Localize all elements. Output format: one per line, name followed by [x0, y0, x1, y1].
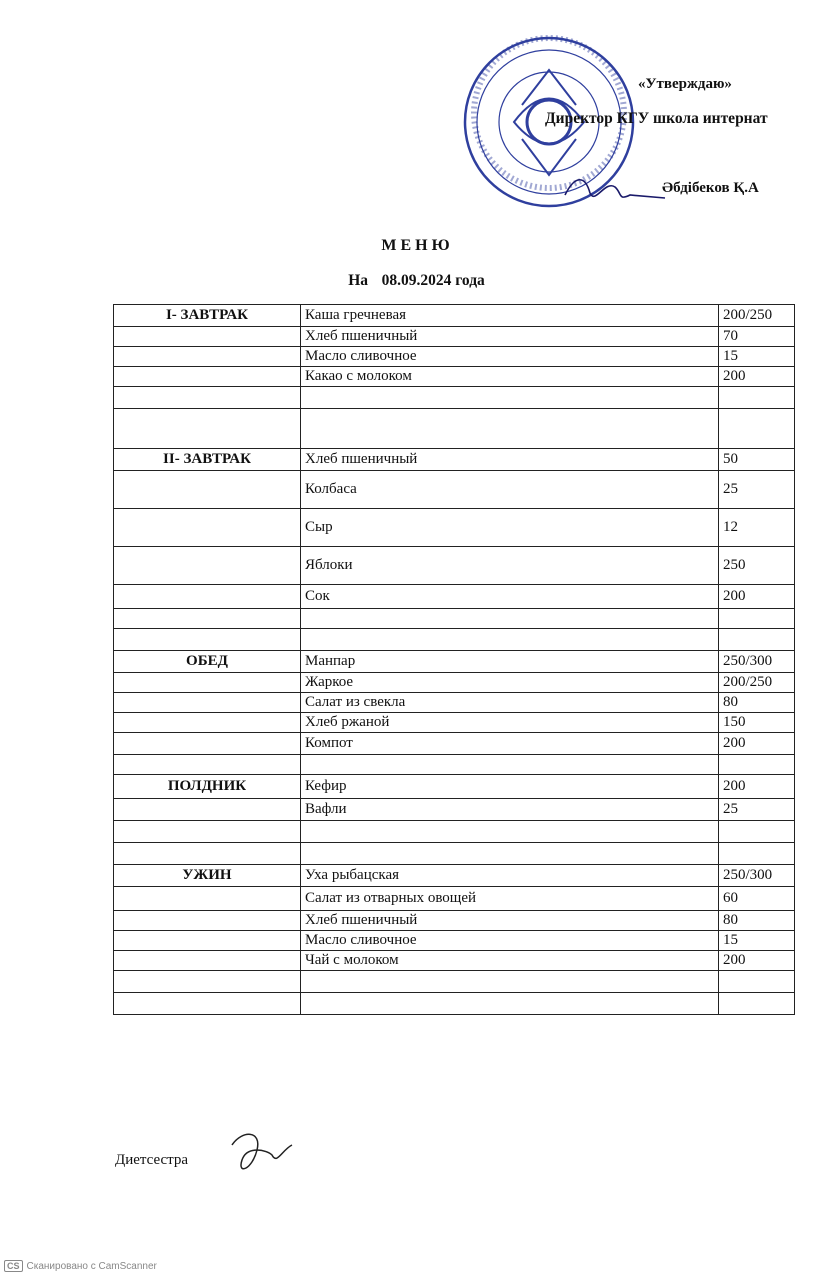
dish-cell: Масло сливочное: [301, 347, 719, 367]
director-title: Директор КГУ школа интернат: [545, 110, 768, 127]
table-row: [114, 305, 795, 327]
table-row: [114, 693, 795, 713]
dish-cell: [301, 993, 719, 1015]
meal-cell: [114, 387, 301, 409]
amount-cell: 70: [719, 327, 795, 347]
table-row: [114, 585, 795, 609]
director-signature: [560, 165, 670, 210]
dish-cell: Масло сливочное: [301, 931, 719, 951]
table-row: [114, 327, 795, 347]
meal-cell: [114, 821, 301, 843]
amount-cell: 200: [719, 951, 795, 971]
meal-cell: [114, 931, 301, 951]
amount-cell: [719, 409, 795, 449]
scanner-text: Сканировано с CamScanner: [26, 1260, 157, 1272]
dish-cell: Салат из отварных овощей: [301, 887, 719, 911]
menu-date: 08.09.2024 года: [381, 272, 485, 289]
amount-cell: [719, 821, 795, 843]
amount-cell: [719, 755, 795, 775]
dish-cell: [301, 755, 719, 775]
table-row: [114, 799, 795, 821]
dish-cell: Каша гречневая: [301, 305, 719, 327]
amount-cell: 25: [719, 799, 795, 821]
date-prefix: На: [348, 272, 368, 289]
amount-cell: 12: [719, 509, 795, 547]
amount-cell: 250/300: [719, 865, 795, 887]
amount-cell: 60: [719, 887, 795, 911]
dietitian-signature: [222, 1125, 302, 1185]
table-row: [114, 449, 795, 471]
amount-cell: 80: [719, 693, 795, 713]
amount-cell: 15: [719, 931, 795, 951]
table-row: [114, 865, 795, 887]
meal-cell: [114, 971, 301, 993]
dish-cell: Хлеб ржаной: [301, 713, 719, 733]
table-row: [114, 713, 795, 733]
dish-cell: Хлеб пшеничный: [301, 449, 719, 471]
meal-cell: [114, 409, 301, 449]
amount-cell: 250: [719, 547, 795, 585]
meal-cell: УЖИН: [114, 865, 301, 887]
meal-cell: [114, 843, 301, 865]
amount-cell: [719, 387, 795, 409]
amount-cell: 200: [719, 367, 795, 387]
table-row: [114, 951, 795, 971]
approval-label: «Утверждаю»: [638, 76, 732, 92]
meal-cell: [114, 911, 301, 931]
dish-cell: Колбаса: [301, 471, 719, 509]
table-row: [114, 971, 795, 993]
amount-cell: 200: [719, 733, 795, 755]
dish-cell: Жаркое: [301, 673, 719, 693]
table-row: [114, 409, 795, 449]
meal-cell: [114, 471, 301, 509]
dish-cell: [301, 409, 719, 449]
document-title: М Е Н Ю: [381, 237, 450, 254]
amount-cell: [719, 971, 795, 993]
amount-cell: 200/250: [719, 673, 795, 693]
table-row: [114, 931, 795, 951]
dish-cell: Чай с молоком: [301, 951, 719, 971]
table-row: [114, 673, 795, 693]
amount-cell: 200/250: [719, 305, 795, 327]
amount-cell: 50: [719, 449, 795, 471]
meal-cell: [114, 509, 301, 547]
meal-cell: [114, 887, 301, 911]
dish-cell: Какао с молоком: [301, 367, 719, 387]
dish-cell: Манпар: [301, 651, 719, 673]
table-row: [114, 629, 795, 651]
table-row: [114, 843, 795, 865]
dish-cell: Сыр: [301, 509, 719, 547]
meal-cell: ОБЕД: [114, 651, 301, 673]
camscanner-logo: CS: [4, 1260, 23, 1272]
scanner-badge: [4, 1260, 157, 1272]
meal-cell: [114, 347, 301, 367]
dish-cell: [301, 821, 719, 843]
meal-cell: I- ЗАВТРАК: [114, 305, 301, 327]
meal-cell: [114, 993, 301, 1015]
table-row: [114, 547, 795, 585]
amount-cell: [719, 629, 795, 651]
meal-cell: [114, 547, 301, 585]
meal-cell: [114, 629, 301, 651]
table-row: [114, 651, 795, 673]
meal-cell: [114, 799, 301, 821]
meal-cell: [114, 951, 301, 971]
dish-cell: Компот: [301, 733, 719, 755]
amount-cell: 25: [719, 471, 795, 509]
table-row: [114, 347, 795, 367]
table-row: [114, 887, 795, 911]
amount-cell: 250/300: [719, 651, 795, 673]
meal-cell: [114, 693, 301, 713]
dish-cell: [301, 843, 719, 865]
meal-cell: [114, 673, 301, 693]
dish-cell: Сок: [301, 585, 719, 609]
table-row: [114, 609, 795, 629]
dietitian-label: Диетсестра: [115, 1152, 189, 1168]
table-row: [114, 821, 795, 843]
amount-cell: [719, 843, 795, 865]
table-row: [114, 733, 795, 755]
table-row: [114, 775, 795, 799]
table-row: [114, 387, 795, 409]
dish-cell: [301, 971, 719, 993]
meal-cell: [114, 755, 301, 775]
dish-cell: Салат из свекла: [301, 693, 719, 713]
dish-cell: Яблоки: [301, 547, 719, 585]
dish-cell: Хлеб пшеничный: [301, 911, 719, 931]
amount-cell: 15: [719, 347, 795, 367]
dish-cell: Уха рыбацская: [301, 865, 719, 887]
table-row: [114, 755, 795, 775]
dish-cell: Хлеб пшеничный: [301, 327, 719, 347]
meal-cell: [114, 367, 301, 387]
meal-cell: [114, 585, 301, 609]
amount-cell: 150: [719, 713, 795, 733]
amount-cell: [719, 609, 795, 629]
amount-cell: 200: [719, 585, 795, 609]
amount-cell: 80: [719, 911, 795, 931]
table-row: [114, 911, 795, 931]
dish-cell: [301, 629, 719, 651]
table-row: [114, 471, 795, 509]
director-name: Әбдібеков Қ.А: [662, 180, 759, 196]
amount-cell: 200: [719, 775, 795, 799]
meal-cell: [114, 733, 301, 755]
meal-cell: [114, 609, 301, 629]
meal-cell: [114, 713, 301, 733]
table-row: [114, 367, 795, 387]
dish-cell: Вафли: [301, 799, 719, 821]
meal-cell: II- ЗАВТРАК: [114, 449, 301, 471]
dish-cell: [301, 387, 719, 409]
meal-cell: [114, 327, 301, 347]
dish-cell: Кефир: [301, 775, 719, 799]
dish-cell: [301, 609, 719, 629]
amount-cell: [719, 993, 795, 1015]
table-row: [114, 993, 795, 1015]
meal-cell: ПОЛДНИК: [114, 775, 301, 799]
menu-date-line: [0, 272, 831, 290]
menu-table: [113, 304, 795, 1015]
table-row: [114, 509, 795, 547]
